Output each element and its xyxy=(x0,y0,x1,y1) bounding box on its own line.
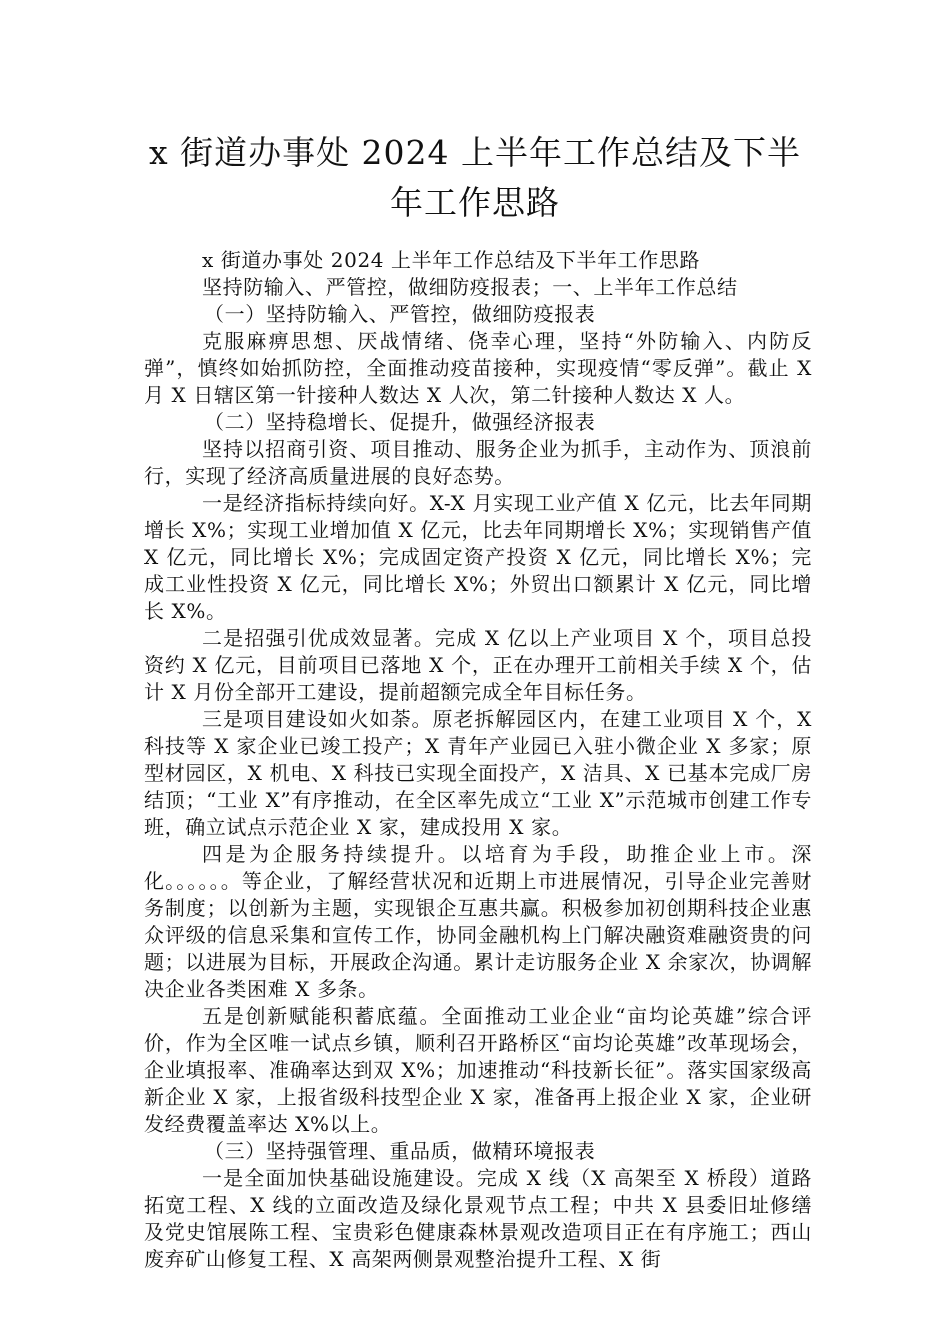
paragraph: 五是创新赋能积蓄底蕴。全面推动工业企业“亩均论英雄”综合评价，作为全区唯一试点乡镇，顺利召开路桥区“亩均论英雄”改革现场会，企业填报率、准确率达到双 X%；加速推动“科技新长征”。落实国家级高新企业 X 家，上报省级科技型企业 X 家，准备再上报企业 X 家，企业研发经费覆盖率达 X%以上。 xyxy=(144,1004,812,1136)
paragraph: 四是为企服务持续提升。以培育为手段，助推企业上市。深化。。。。。。等企业，了解经营状况和近期上市进展情况，引导企业完善财务制度；以创新为主题，实现银企互惠共赢。积极参加初创期科技企业惠众评级的信息采集和宣传工作，协同金融机构上门解决融资难融资贵的问题；以进展为目标，开展政企沟通。累计走访服务企业 X 余家次，协调解决企业各类困难 X 多条。 xyxy=(144,842,812,1001)
document-title xyxy=(100,128,850,228)
document-body xyxy=(144,247,812,1273)
paragraph: 坚持以招商引资、项目推动、服务企业为抓手，主动作为、顶浪前行，实现了经济高质量进展的良好态势。 xyxy=(144,437,812,488)
paragraph: 二是招强引优成效显著。完成 X 亿以上产业项目 X 个，项目总投资约 X 亿元，目前项目已落地 X 个，正在办理开工前相关手续 X 个，估计 X 月份全部开工建设，提前超额完成全年目标任务。 xyxy=(144,626,812,704)
section-heading-3: （三）坚持强管理、重品质，做精环境报表 xyxy=(204,1139,596,1163)
paragraph: 一是全面加快基础设施建设。完成 X 线（X 高架至 X 桥段）道路拓宽工程、X 线的立面改造及绿化景观节点工程；中共 X 县委旧址修缮及党史馆展陈工程、宝贵彩色健康森林景观改造项目正在有序施工；西山废弃矿山修复工程、X 高架两侧景观整治提升工程、X 街 xyxy=(144,1166,812,1271)
subtitle-paragraph: x 街道办事处 2024 上半年工作总结及下半年工作思路 xyxy=(202,248,701,272)
paragraph: 克服麻痹思想、厌战情绪、侥幸心理，坚持“外防输入、内防反弹”，慎终如始抓防控，全面推动疫苗接种，实现疫情“零反弹”。截止 X 月 X 日辖区第一针接种人数达 X 人次，第二针接种人数达 X 人。 xyxy=(144,329,812,407)
summary-heading: 坚持防输入、严管控，做细防疫报表；一、上半年工作总结 xyxy=(202,275,738,299)
paragraph: 一是经济指标持续向好。X-X 月实现工业产值 X 亿元，比去年同期增长 X%；实现工业增加值 X 亿元，比去年同期增长 X%；实现销售产值 X 亿元，同比增长 X%；完成固定资产投资 X 亿元，同比增长 X%；完成工业性投资 X 亿元，同比增长 X%；外贸出口额累计 X 亿元，同比增长 X%。 xyxy=(144,491,812,623)
paragraph: 三是项目建设如火如荼。原老拆解园区内，在建工业项目 X 个，X 科技等 X 家企业已竣工投产；X 青年产业园已入驻小微企业 X 多家；原型材园区，X 机电、X 科技已实现全面投产，X 洁具、X 已基本完成厂房结顶；“工业 X”有序推动，在全区率先成立“工业 X”示范城市创建工作专班，确立试点示范企业 X 家，建成投用 X 家。 xyxy=(144,707,812,839)
section-heading-1: （一）坚持防输入、严管控，做细防疫报表 xyxy=(204,302,596,326)
title-line-1: x 街道办事处 2024 上半年工作总结及下半 xyxy=(148,133,802,172)
title-line-2: 年工作思路 xyxy=(390,183,560,222)
section-heading-2: （二）坚持稳增长、促提升，做强经济报表 xyxy=(204,410,596,434)
